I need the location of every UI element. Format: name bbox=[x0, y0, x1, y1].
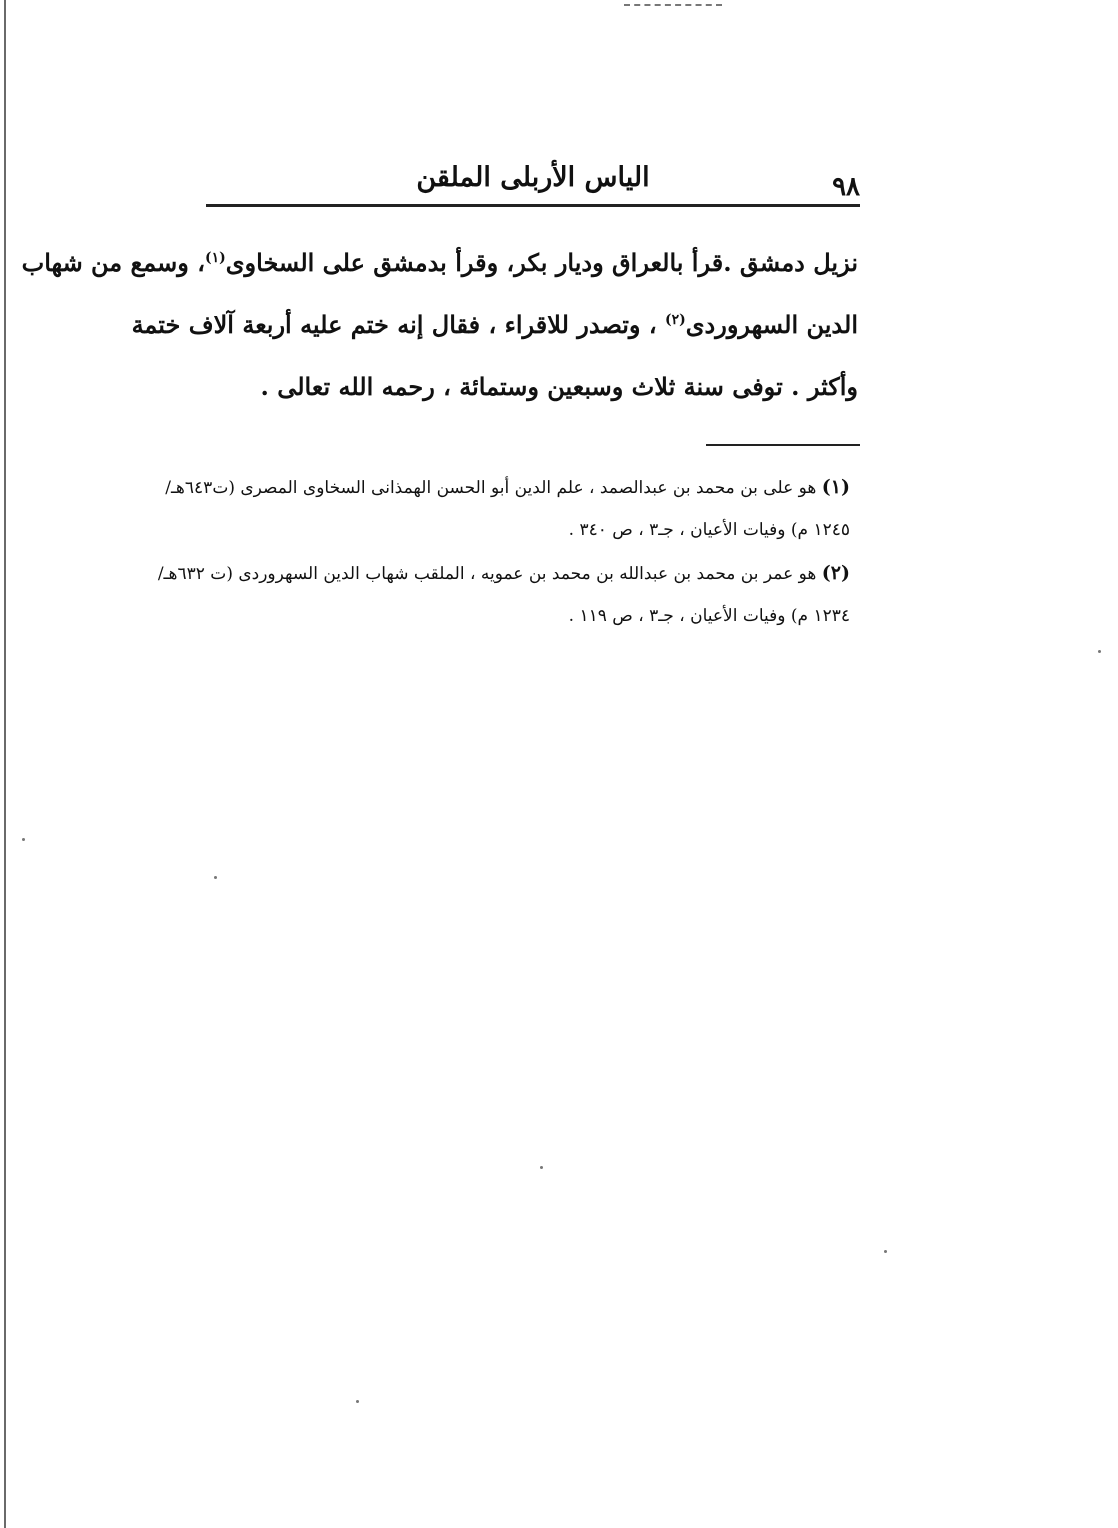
scan-speck bbox=[884, 1250, 887, 1253]
page-header bbox=[206, 158, 860, 202]
scan-speck bbox=[214, 876, 217, 879]
footnotes bbox=[157, 466, 850, 638]
text-segment: ، وسمع من شهاب bbox=[21, 248, 205, 277]
text-line: وأكثر . توفى سنة ثلاث وسبعين وستمائة ، رحمه الله تعالى . bbox=[260, 372, 858, 401]
text-segment: الدين السهروردى bbox=[685, 310, 858, 339]
footnote-rule bbox=[706, 444, 860, 446]
footnote bbox=[165, 466, 850, 509]
footnote-continuation: ١٢٣٤ م) وفيات الأعيان ، جـ٣ ، ص ١١٩ . bbox=[568, 606, 850, 626]
footnote-ref: (١) bbox=[204, 250, 226, 266]
main-text bbox=[21, 232, 858, 418]
footnote-continuation: ١٢٤٥ م) وفيات الأعيان ، جـ٣ ، ص ٣٤٠ . bbox=[568, 520, 850, 540]
scan-edge-line bbox=[4, 0, 6, 1528]
scan-top-mark bbox=[624, 4, 722, 6]
text-segment: ، وتصدر للاقراء ، فقال إنه ختم عليه أربعة آلاف ختمة bbox=[131, 310, 657, 339]
footnote-text: هو عمر بن محمد بن عبدالله بن محمد بن عمويه ، الملقب شهاب الدين السهروردى (ت ٦٣٢هـ/ bbox=[157, 564, 817, 584]
footnote-text: هو على بن محمد بن عبدالصمد ، علم الدين أبو الحسن الهمذانى السخاوى المصرى (ت٦٤٣هـ/ bbox=[165, 478, 817, 498]
text-line bbox=[131, 294, 858, 356]
footnote-ref: (٢) bbox=[664, 312, 686, 328]
text-segment: نزيل دمشق .قرأ بالعراق وديار بكر، وقرأ بدمشق على السخاوى bbox=[225, 248, 858, 277]
header-rule bbox=[206, 204, 860, 207]
scan-speck bbox=[540, 1166, 543, 1169]
page-number: ٩٨ bbox=[832, 172, 860, 202]
footnote-marker: (١) bbox=[821, 476, 850, 498]
running-title: الياس الأربلى الملقن bbox=[416, 162, 650, 193]
text-line bbox=[21, 232, 858, 294]
scan-speck bbox=[356, 1400, 359, 1403]
footnote-marker: (٢) bbox=[821, 562, 850, 584]
scan-speck bbox=[22, 838, 25, 841]
footnote bbox=[157, 552, 850, 595]
scan-speck bbox=[1098, 650, 1101, 653]
